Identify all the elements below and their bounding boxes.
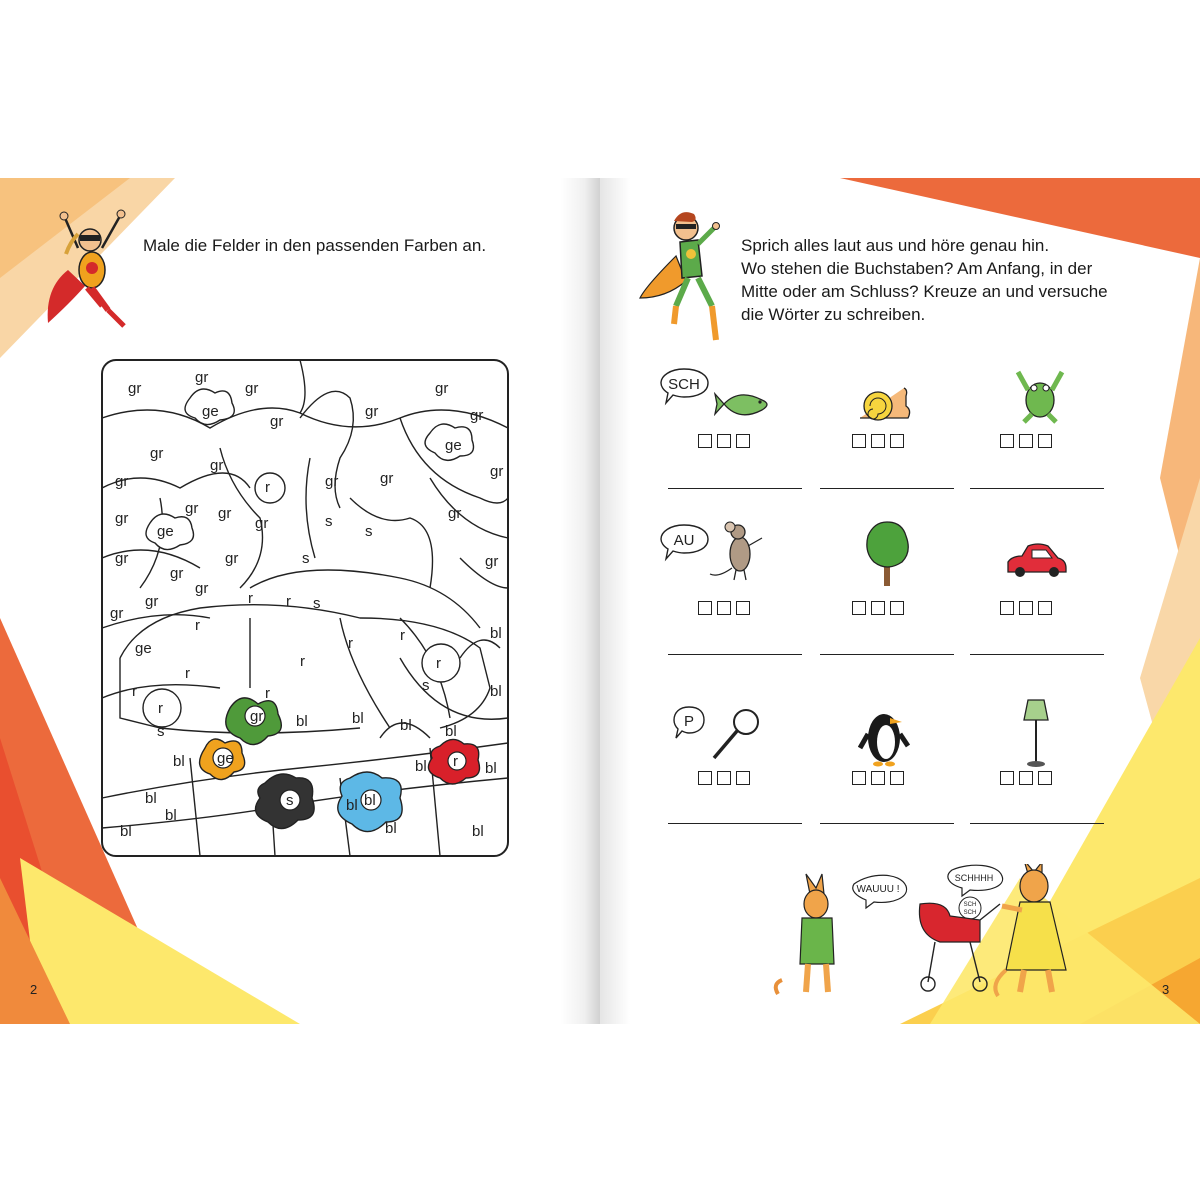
puzzle-label-gr: gr bbox=[245, 380, 259, 397]
position-checkboxes[interactable] bbox=[1000, 434, 1057, 452]
puzzle-label-gr: gr bbox=[380, 470, 394, 487]
speech-schhh: SCHHHH bbox=[954, 873, 994, 883]
puzzle-label-r: r bbox=[348, 635, 353, 652]
puzzle-label-gr: gr bbox=[115, 550, 129, 567]
puzzle-label-s: s bbox=[302, 550, 310, 567]
puzzle-label-bl: bl bbox=[485, 760, 497, 777]
puzzle-label-gr: gr bbox=[195, 580, 209, 597]
checkbox-start[interactable] bbox=[852, 601, 866, 615]
sound-bubble-sch bbox=[660, 366, 710, 408]
puzzle-label-ge: ge bbox=[135, 640, 152, 657]
car-icon bbox=[1002, 542, 1072, 582]
tree-icon bbox=[862, 518, 912, 588]
instruction-line: die Wörter zu schreiben. bbox=[741, 305, 926, 324]
puzzle-label-ge: ge bbox=[217, 750, 234, 767]
position-checkboxes[interactable] bbox=[1000, 771, 1057, 789]
write-line[interactable] bbox=[820, 488, 954, 489]
checkbox-middle[interactable] bbox=[717, 771, 731, 785]
checkbox-start[interactable] bbox=[698, 771, 712, 785]
puzzle-label-gr: gr bbox=[115, 510, 129, 527]
speech-wau: WAUUU ! bbox=[856, 884, 900, 895]
position-checkboxes[interactable] bbox=[852, 771, 909, 789]
puzzle-label-gr: gr bbox=[225, 550, 239, 567]
puzzle-label-s: s bbox=[422, 677, 430, 694]
puzzle-label-s: s bbox=[286, 792, 294, 809]
checkbox-start[interactable] bbox=[698, 434, 712, 448]
puzzle-label-gr: gr bbox=[325, 473, 339, 490]
instruction-line: Mitte oder am Schluss? Kreuze an und versuche bbox=[741, 282, 1108, 301]
puzzle-label-gr: gr bbox=[218, 505, 232, 522]
puzzle-label-r: r bbox=[265, 479, 270, 496]
checkbox-start[interactable] bbox=[852, 771, 866, 785]
book-gutter-shadow bbox=[560, 178, 600, 1024]
puzzle-label-gr: gr bbox=[250, 708, 264, 725]
puzzle-label-ge: ge bbox=[157, 523, 174, 540]
checkbox-end[interactable] bbox=[736, 601, 750, 615]
page-number-right: 3 bbox=[1162, 982, 1170, 997]
position-checkboxes[interactable] bbox=[698, 601, 755, 619]
write-line[interactable] bbox=[970, 488, 1104, 489]
puzzle-label-bl: bl bbox=[145, 790, 157, 807]
puzzle-label-gr: gr bbox=[470, 407, 484, 424]
puzzle-label-r: r bbox=[195, 617, 200, 634]
superhero-girl-icon bbox=[40, 208, 150, 338]
checkbox-middle[interactable] bbox=[1019, 771, 1033, 785]
fish-icon bbox=[714, 386, 776, 422]
sound-bubble-au bbox=[660, 522, 710, 564]
right-instruction bbox=[741, 234, 1161, 326]
write-line[interactable] bbox=[668, 823, 802, 824]
checkbox-middle[interactable] bbox=[717, 601, 731, 615]
puzzle-label-s: s bbox=[157, 723, 165, 740]
puzzle-label-r: r bbox=[158, 700, 163, 717]
write-line[interactable] bbox=[820, 654, 954, 655]
checkbox-end[interactable] bbox=[736, 434, 750, 448]
magnifier-icon bbox=[710, 706, 764, 762]
book-spread bbox=[0, 178, 1200, 1024]
puzzle-label-gr: gr bbox=[145, 593, 159, 610]
frog-icon bbox=[1012, 366, 1070, 424]
puzzle-label-bl: bl bbox=[346, 797, 358, 814]
puzzle-label-bl: bl bbox=[120, 823, 132, 840]
write-line[interactable] bbox=[668, 488, 802, 489]
penguin-icon bbox=[858, 704, 910, 768]
puzzle-label-r: r bbox=[436, 655, 441, 672]
checkbox-end[interactable] bbox=[890, 434, 904, 448]
puzzle-label-r: r bbox=[248, 590, 253, 607]
checkbox-middle[interactable] bbox=[871, 601, 885, 615]
snail-icon bbox=[856, 384, 916, 424]
write-line[interactable] bbox=[970, 654, 1104, 655]
puzzle-label-gr: gr bbox=[150, 445, 164, 462]
checkbox-start[interactable] bbox=[852, 434, 866, 448]
puzzle-label-bl: bl bbox=[490, 683, 502, 700]
puzzle-label-gr: gr bbox=[485, 553, 499, 570]
puzzle-label-gr: gr bbox=[210, 457, 224, 474]
checkbox-end[interactable] bbox=[890, 601, 904, 615]
puzzle-label-bl: bl bbox=[165, 807, 177, 824]
sound-label: AU bbox=[673, 532, 695, 549]
sound-label: P bbox=[683, 713, 695, 730]
sound-label: SCH bbox=[668, 376, 700, 393]
superhero-boy-icon bbox=[636, 206, 756, 348]
puzzle-label-bl: bl bbox=[400, 717, 412, 734]
checkbox-end[interactable] bbox=[890, 771, 904, 785]
puzzle-label-bl: bl bbox=[385, 820, 397, 837]
puzzle-label-gr: gr bbox=[255, 515, 269, 532]
speech-small-1: SCH bbox=[963, 902, 977, 908]
checkbox-start[interactable] bbox=[1000, 771, 1014, 785]
puzzle-label-bl: bl bbox=[445, 723, 457, 740]
position-checkboxes[interactable] bbox=[698, 434, 755, 452]
puzzle-label-r: r bbox=[185, 665, 190, 682]
puzzle-label-bl: bl bbox=[364, 792, 376, 809]
puzzle-label-gr: gr bbox=[365, 403, 379, 420]
puzzle-label-gr: gr bbox=[128, 380, 142, 397]
puzzle-label-s: s bbox=[325, 513, 333, 530]
checkbox-start[interactable] bbox=[1000, 601, 1014, 615]
checkbox-start[interactable] bbox=[698, 601, 712, 615]
puzzle-label-bl: bl bbox=[415, 758, 427, 775]
instruction-line: Sprich alles laut aus und höre genau hin. bbox=[741, 236, 1050, 255]
checkbox-middle[interactable] bbox=[871, 771, 885, 785]
puzzle-label-s: s bbox=[365, 523, 373, 540]
lamp-icon bbox=[1018, 698, 1054, 770]
puzzle-label-gr: gr bbox=[185, 500, 199, 517]
position-checkboxes[interactable] bbox=[1000, 601, 1057, 619]
puzzle-label-r: r bbox=[453, 753, 458, 770]
left-page bbox=[0, 178, 598, 1024]
checkbox-start[interactable] bbox=[1000, 434, 1014, 448]
puzzle-label-gr: gr bbox=[115, 473, 129, 490]
puzzle-label-r: r bbox=[400, 627, 405, 644]
checkbox-end[interactable] bbox=[1038, 771, 1052, 785]
puzzle-label-bl: bl bbox=[352, 710, 364, 727]
position-checkboxes[interactable] bbox=[852, 601, 909, 619]
checkbox-end[interactable] bbox=[1038, 601, 1052, 615]
puzzle-label-gr: gr bbox=[490, 463, 504, 480]
checkbox-middle[interactable] bbox=[1019, 601, 1033, 615]
puzzle-label-gr: gr bbox=[435, 380, 449, 397]
mouse-icon bbox=[708, 520, 770, 586]
color-by-letters-puzzle bbox=[100, 358, 510, 858]
instruction-line: Wo stehen die Buchstaben? Am Anfang, in der bbox=[741, 259, 1093, 278]
puzzle-label-gr: gr bbox=[195, 369, 209, 386]
checkbox-middle[interactable] bbox=[871, 434, 885, 448]
checkbox-end[interactable] bbox=[736, 771, 750, 785]
right-page bbox=[600, 178, 1200, 1024]
write-line[interactable] bbox=[668, 654, 802, 655]
position-checkboxes[interactable] bbox=[698, 771, 755, 789]
position-checkboxes[interactable] bbox=[852, 434, 909, 452]
checkbox-middle[interactable] bbox=[717, 434, 731, 448]
checkbox-middle[interactable] bbox=[1019, 434, 1033, 448]
puzzle-label-gr: gr bbox=[270, 413, 284, 430]
puzzle-label-gr: gr bbox=[448, 505, 462, 522]
puzzle-label-r: r bbox=[265, 685, 270, 702]
puzzle-label-s: s bbox=[313, 595, 321, 612]
puzzle-label-ge: ge bbox=[445, 437, 462, 454]
right-gutter-shadow bbox=[600, 178, 630, 1024]
puzzle-label-bl: bl bbox=[296, 713, 308, 730]
speech-small-2: SCH bbox=[963, 910, 977, 916]
sound-bubble-p bbox=[672, 704, 706, 744]
puzzle-label-gr: gr bbox=[110, 605, 124, 622]
checkbox-end[interactable] bbox=[1038, 434, 1052, 448]
puzzle-label-r: r bbox=[300, 653, 305, 670]
puzzle-label-bl: bl bbox=[472, 823, 484, 840]
puzzle-label-bl: bl bbox=[490, 625, 502, 642]
puzzle-label-r: r bbox=[286, 593, 291, 610]
write-line[interactable] bbox=[820, 823, 954, 824]
page-number-left: 2 bbox=[30, 982, 38, 997]
write-line[interactable] bbox=[970, 823, 1104, 824]
puzzle-label-r: r bbox=[132, 683, 137, 700]
left-instruction: Male die Felder in den passenden Farben an. bbox=[143, 236, 487, 255]
puzzle-label-gr: gr bbox=[170, 565, 184, 582]
puzzle-label-ge: ge bbox=[202, 403, 219, 420]
cats-cartoon bbox=[770, 864, 1120, 1004]
puzzle-label-bl: bl bbox=[173, 753, 185, 770]
